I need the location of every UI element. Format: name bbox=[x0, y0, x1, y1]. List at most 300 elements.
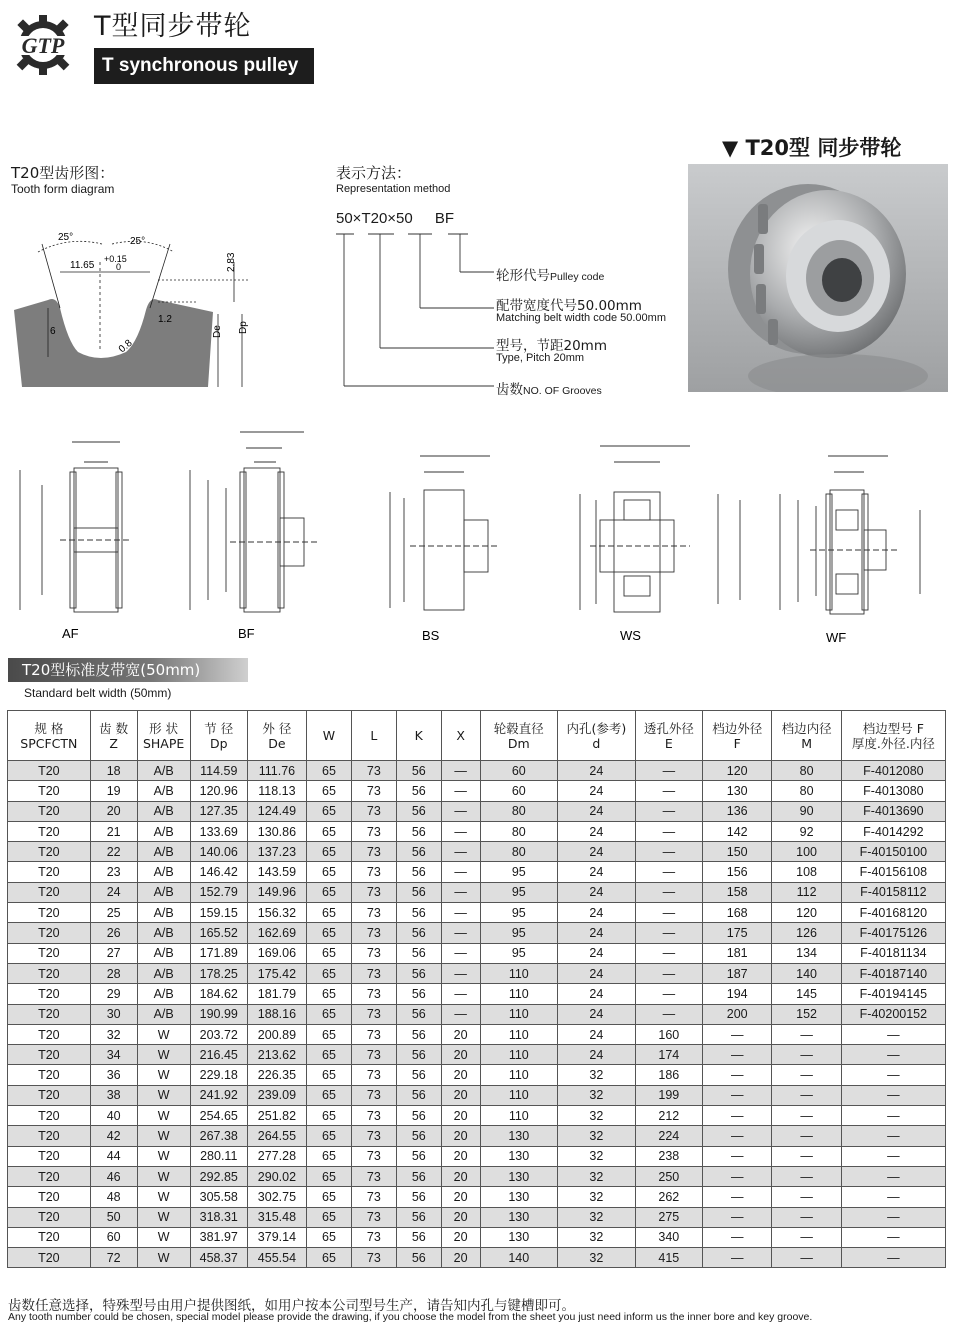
table-cell: 130 bbox=[480, 1227, 558, 1247]
table-cell: — bbox=[703, 1085, 772, 1105]
table-cell: F-4012080 bbox=[841, 761, 945, 781]
table-cell: 42 bbox=[90, 1126, 137, 1146]
table-cell: 73 bbox=[351, 963, 396, 983]
table-row bbox=[8, 943, 946, 963]
table-cell: — bbox=[703, 1187, 772, 1207]
table-cell: 65 bbox=[307, 1106, 352, 1126]
table-cell: 254.65 bbox=[190, 1106, 247, 1126]
shape-bf-label: BF bbox=[238, 626, 255, 641]
dim-dp: Dp bbox=[238, 321, 249, 334]
table-cell: A/B bbox=[137, 903, 190, 923]
table-cell: 140.06 bbox=[190, 842, 247, 862]
table-cell: 305.58 bbox=[190, 1187, 247, 1207]
table-cell: 65 bbox=[307, 842, 352, 862]
table-cell: 24 bbox=[558, 923, 636, 943]
table-row bbox=[8, 1004, 946, 1024]
table-cell: 130 bbox=[480, 1166, 558, 1186]
table-cell: 124.49 bbox=[247, 801, 306, 821]
table-cell: 56 bbox=[396, 923, 441, 943]
column-header: 透孔外径 E bbox=[635, 711, 702, 761]
table-cell: T20 bbox=[8, 943, 91, 963]
table-cell: 110 bbox=[480, 1106, 558, 1126]
table-cell: 212 bbox=[635, 1106, 702, 1126]
table-cell: 56 bbox=[396, 1065, 441, 1085]
table-cell: T20 bbox=[8, 842, 91, 862]
table-cell: 20 bbox=[441, 1106, 480, 1126]
table-cell: 149.96 bbox=[247, 882, 306, 902]
table-cell: 60 bbox=[90, 1227, 137, 1247]
table-cell: — bbox=[772, 1227, 841, 1247]
table-cell: 28 bbox=[90, 963, 137, 983]
table-cell: 275 bbox=[635, 1207, 702, 1227]
table-cell: 32 bbox=[558, 1146, 636, 1166]
table-cell: 24 bbox=[558, 1024, 636, 1044]
table-cell: 340 bbox=[635, 1227, 702, 1247]
table-cell: 108 bbox=[772, 862, 841, 882]
table-cell: 73 bbox=[351, 801, 396, 821]
page-title-cn: T型同步带轮 bbox=[94, 11, 252, 42]
table-cell: 65 bbox=[307, 943, 352, 963]
table-cell: — bbox=[841, 1207, 945, 1227]
table-cell: 56 bbox=[396, 1004, 441, 1024]
table-cell: 56 bbox=[396, 1146, 441, 1166]
table-cell: 56 bbox=[396, 903, 441, 923]
table-cell: A/B bbox=[137, 781, 190, 801]
table-cell: 65 bbox=[307, 1085, 352, 1105]
table-cell: F-40187140 bbox=[841, 963, 945, 983]
table-cell: 56 bbox=[396, 1045, 441, 1065]
table-cell: 56 bbox=[396, 1085, 441, 1105]
table-cell: 156.32 bbox=[247, 903, 306, 923]
table-cell: 73 bbox=[351, 1126, 396, 1146]
table-cell: 24 bbox=[558, 801, 636, 821]
dim-radius-12: 1.2 bbox=[158, 314, 172, 325]
table-cell: 277.28 bbox=[247, 1146, 306, 1166]
table-cell: W bbox=[137, 1166, 190, 1186]
table-row bbox=[8, 1248, 946, 1268]
table-cell: 302.75 bbox=[247, 1187, 306, 1207]
table-cell: 165.52 bbox=[190, 923, 247, 943]
table-cell: W bbox=[137, 1146, 190, 1166]
table-cell: F-40175126 bbox=[841, 923, 945, 943]
table-cell: F-4014292 bbox=[841, 821, 945, 841]
column-header: 档边外径 F bbox=[703, 711, 772, 761]
table-cell: 32 bbox=[90, 1024, 137, 1044]
table-cell: 20 bbox=[90, 801, 137, 821]
table-cell: 137.23 bbox=[247, 842, 306, 862]
table-cell: 34 bbox=[90, 1045, 137, 1065]
table-cell: 95 bbox=[480, 923, 558, 943]
shape-bs-drawing bbox=[390, 456, 500, 610]
table-cell: 142 bbox=[703, 821, 772, 841]
table-cell: 24 bbox=[558, 781, 636, 801]
spec-table bbox=[7, 710, 946, 1268]
table-row bbox=[8, 963, 946, 983]
dim-angle-right: 25° bbox=[130, 236, 146, 247]
table-cell: A/B bbox=[137, 923, 190, 943]
table-cell: 203.72 bbox=[190, 1024, 247, 1044]
table-cell: — bbox=[841, 1248, 945, 1268]
table-cell: A/B bbox=[137, 963, 190, 983]
table-cell: 73 bbox=[351, 1106, 396, 1126]
dim-depth-6: 6 bbox=[50, 326, 56, 337]
table-cell: 181.79 bbox=[247, 984, 306, 1004]
table-cell: T20 bbox=[8, 781, 91, 801]
table-cell: T20 bbox=[8, 1187, 91, 1207]
table-cell: T20 bbox=[8, 882, 91, 902]
table-cell: 56 bbox=[396, 1227, 441, 1247]
table-cell: 110 bbox=[480, 1024, 558, 1044]
column-header: 节 径 Dp bbox=[190, 711, 247, 761]
table-row bbox=[8, 1024, 946, 1044]
pulley-illustration bbox=[688, 164, 948, 392]
table-cell: 379.14 bbox=[247, 1227, 306, 1247]
photo-title: ▼ T20型 同步带轮 bbox=[722, 136, 902, 160]
table-cell: 20 bbox=[441, 1126, 480, 1146]
tooth-form-title: T20型齿形图： bbox=[11, 164, 115, 182]
table-cell: 199 bbox=[635, 1085, 702, 1105]
table-row bbox=[8, 1207, 946, 1227]
table-cell: 290.02 bbox=[247, 1166, 306, 1186]
table-cell: — bbox=[703, 1248, 772, 1268]
table-cell: — bbox=[635, 781, 702, 801]
table-cell: F-4013080 bbox=[841, 781, 945, 801]
table-cell: 95 bbox=[480, 882, 558, 902]
table-cell: 38 bbox=[90, 1085, 137, 1105]
table-cell: 20 bbox=[441, 1085, 480, 1105]
table-cell: 56 bbox=[396, 963, 441, 983]
table-cell: — bbox=[635, 984, 702, 1004]
table-cell: T20 bbox=[8, 801, 91, 821]
table-row bbox=[8, 781, 946, 801]
table-cell: W bbox=[137, 1045, 190, 1065]
table-row bbox=[8, 821, 946, 841]
table-cell: T20 bbox=[8, 923, 91, 943]
table-cell: — bbox=[635, 862, 702, 882]
table-cell: — bbox=[841, 1085, 945, 1105]
gtp-logo bbox=[6, 14, 80, 76]
column-header: 档边内径 M bbox=[772, 711, 841, 761]
table-cell: T20 bbox=[8, 1126, 91, 1146]
table-cell: 60 bbox=[480, 781, 558, 801]
table-cell: 110 bbox=[480, 1085, 558, 1105]
table-cell: — bbox=[441, 1004, 480, 1024]
table-cell: 65 bbox=[307, 821, 352, 841]
table-row bbox=[8, 1227, 946, 1247]
table-cell: 56 bbox=[396, 1106, 441, 1126]
table-cell: — bbox=[441, 801, 480, 821]
column-header: K bbox=[396, 711, 441, 761]
table-cell: — bbox=[635, 882, 702, 902]
table-cell: — bbox=[703, 1166, 772, 1186]
table-cell: — bbox=[635, 842, 702, 862]
table-cell: 280.11 bbox=[190, 1146, 247, 1166]
table-cell: 226.35 bbox=[247, 1065, 306, 1085]
table-cell: T20 bbox=[8, 1227, 91, 1247]
table-cell: 169.06 bbox=[247, 943, 306, 963]
table-cell: — bbox=[841, 1166, 945, 1186]
table-cell: 30 bbox=[90, 1004, 137, 1024]
table-cell: 159.15 bbox=[190, 903, 247, 923]
shape-af-drawing bbox=[20, 442, 130, 612]
table-cell: F-40194145 bbox=[841, 984, 945, 1004]
table-subtitle: Standard belt width (50mm) bbox=[24, 686, 172, 700]
table-cell: 267.38 bbox=[190, 1126, 247, 1146]
table-cell: F-40150100 bbox=[841, 842, 945, 862]
table-cell: — bbox=[772, 1126, 841, 1146]
table-cell: 24 bbox=[558, 963, 636, 983]
table-cell: 92 bbox=[772, 821, 841, 841]
table-cell: 20 bbox=[441, 1024, 480, 1044]
table-cell: 200 bbox=[703, 1004, 772, 1024]
table-cell: 32 bbox=[558, 1085, 636, 1105]
footer-note-en: Any tooth number could be chosen, special model please provide the drawing, if you choose the model from the sheet you just need inform us the inner bore and key groove. bbox=[8, 1311, 813, 1323]
code-main: 50×T20×50 bbox=[336, 210, 413, 227]
table-cell: — bbox=[441, 842, 480, 862]
table-cell: — bbox=[635, 963, 702, 983]
column-header: 档边型号 F 厚度.外径.内径 bbox=[841, 711, 945, 761]
column-header: 齿 数 Z bbox=[90, 711, 137, 761]
table-cell: 181 bbox=[703, 943, 772, 963]
table-cell: 381.97 bbox=[190, 1227, 247, 1247]
table-header-row bbox=[8, 711, 946, 761]
table-cell: 44 bbox=[90, 1146, 137, 1166]
table-cell: 224 bbox=[635, 1126, 702, 1146]
table-cell: — bbox=[635, 923, 702, 943]
table-cell: A/B bbox=[137, 984, 190, 1004]
table-cell: 118.13 bbox=[247, 781, 306, 801]
table-cell: — bbox=[703, 1227, 772, 1247]
column-header: X bbox=[441, 711, 480, 761]
column-header: 规 格 SPCFCTN bbox=[8, 711, 91, 761]
table-cell: 65 bbox=[307, 1126, 352, 1146]
table-cell: 20 bbox=[441, 1248, 480, 1268]
label-grooves: 齿数NO. OF Grooves bbox=[496, 382, 602, 398]
label-belt-width: 配带宽度代号50.00mm bbox=[496, 298, 642, 314]
table-cell: 32 bbox=[558, 1207, 636, 1227]
table-cell: 130 bbox=[480, 1187, 558, 1207]
table-body bbox=[8, 761, 946, 1268]
table-row bbox=[8, 1146, 946, 1166]
table-row bbox=[8, 1106, 946, 1126]
table-cell: — bbox=[841, 1187, 945, 1207]
table-cell: 114.59 bbox=[190, 761, 247, 781]
table-cell: A/B bbox=[137, 1004, 190, 1024]
table-cell: 65 bbox=[307, 1146, 352, 1166]
table-cell: W bbox=[137, 1024, 190, 1044]
table-cell: 65 bbox=[307, 903, 352, 923]
table-row bbox=[8, 1187, 946, 1207]
table-cell: 20 bbox=[441, 1045, 480, 1065]
table-cell: — bbox=[441, 923, 480, 943]
table-cell: 18 bbox=[90, 761, 137, 781]
table-cell: — bbox=[841, 1024, 945, 1044]
table-cell: — bbox=[635, 761, 702, 781]
table-cell: T20 bbox=[8, 761, 91, 781]
page-title-en: T synchronous pulley bbox=[94, 48, 314, 84]
table-cell: 186 bbox=[635, 1065, 702, 1085]
table-cell: 40 bbox=[90, 1106, 137, 1126]
table-cell: W bbox=[137, 1106, 190, 1126]
table-banner: T20型标准皮带宽(50mm) bbox=[8, 658, 248, 682]
table-cell: — bbox=[635, 801, 702, 821]
table-cell: 32 bbox=[558, 1065, 636, 1085]
tooth-form-diagram bbox=[8, 222, 258, 390]
table-cell: — bbox=[772, 1187, 841, 1207]
table-cell: 20 bbox=[441, 1166, 480, 1186]
table-cell: 130 bbox=[480, 1207, 558, 1227]
column-header: 形 状 SHAPE bbox=[137, 711, 190, 761]
table-cell: 24 bbox=[558, 943, 636, 963]
table-cell: 160 bbox=[635, 1024, 702, 1044]
table-cell: A/B bbox=[137, 882, 190, 902]
table-cell: T20 bbox=[8, 1085, 91, 1105]
table-cell: T20 bbox=[8, 862, 91, 882]
table-cell: 60 bbox=[480, 761, 558, 781]
table-cell: 32 bbox=[558, 1126, 636, 1146]
table-cell: — bbox=[772, 1248, 841, 1268]
table-cell: 32 bbox=[558, 1106, 636, 1126]
table-cell: W bbox=[137, 1187, 190, 1207]
table-cell: 24 bbox=[558, 842, 636, 862]
shape-ws-drawing bbox=[580, 446, 740, 612]
dim-depth-283: 2.83 bbox=[226, 252, 237, 272]
table-cell: 73 bbox=[351, 1004, 396, 1024]
table-cell: 56 bbox=[396, 1207, 441, 1227]
table-cell: W bbox=[137, 1065, 190, 1085]
table-cell: 73 bbox=[351, 903, 396, 923]
table-cell: T20 bbox=[8, 984, 91, 1004]
table-cell: 56 bbox=[396, 1248, 441, 1268]
table-cell: 27 bbox=[90, 943, 137, 963]
table-cell: 65 bbox=[307, 1187, 352, 1207]
table-cell: — bbox=[703, 1207, 772, 1227]
table-cell: 145 bbox=[772, 984, 841, 1004]
table-cell: 65 bbox=[307, 1166, 352, 1186]
table-cell: 238 bbox=[635, 1146, 702, 1166]
table-cell: 130 bbox=[480, 1126, 558, 1146]
label-belt-width-en: Matching belt width code 50.00mm bbox=[496, 312, 666, 324]
table-cell: F-40158112 bbox=[841, 882, 945, 902]
table-cell: 65 bbox=[307, 984, 352, 1004]
table-cell: — bbox=[841, 1045, 945, 1065]
table-cell: 239.09 bbox=[247, 1085, 306, 1105]
table-cell: 110 bbox=[480, 1004, 558, 1024]
table-cell: T20 bbox=[8, 1024, 91, 1044]
table-cell: 20 bbox=[441, 1065, 480, 1085]
table-cell: 73 bbox=[351, 761, 396, 781]
table-cell: 65 bbox=[307, 781, 352, 801]
table-cell: 32 bbox=[558, 1248, 636, 1268]
table-cell: 73 bbox=[351, 1187, 396, 1207]
dim-width: 11.65 bbox=[70, 260, 95, 271]
table-cell: — bbox=[441, 984, 480, 1004]
representation-subtitle: Representation method bbox=[336, 183, 451, 195]
table-cell: — bbox=[635, 821, 702, 841]
table-cell: 140 bbox=[772, 963, 841, 983]
table-cell: — bbox=[441, 943, 480, 963]
table-cell: — bbox=[772, 1045, 841, 1065]
table-cell: 120 bbox=[772, 903, 841, 923]
table-cell: 168 bbox=[703, 903, 772, 923]
table-cell: 20 bbox=[441, 1207, 480, 1227]
table-cell: 264.55 bbox=[247, 1126, 306, 1146]
shape-bf-drawing bbox=[190, 432, 320, 612]
tooth-form-subtitle: Tooth form diagram bbox=[11, 182, 115, 196]
table-cell: 111.76 bbox=[247, 761, 306, 781]
table-cell: 23 bbox=[90, 862, 137, 882]
dim-tol-plus: +0.15 bbox=[104, 254, 127, 264]
table-cell: 120.96 bbox=[190, 781, 247, 801]
table-cell: 127.35 bbox=[190, 801, 247, 821]
table-cell: F-40200152 bbox=[841, 1004, 945, 1024]
table-cell: 415 bbox=[635, 1248, 702, 1268]
table-cell: A/B bbox=[137, 801, 190, 821]
table-cell: A/B bbox=[137, 842, 190, 862]
table-cell: 56 bbox=[396, 882, 441, 902]
table-cell: — bbox=[772, 1207, 841, 1227]
table-cell: 24 bbox=[558, 1045, 636, 1065]
table-cell: 50 bbox=[90, 1207, 137, 1227]
table-cell: 73 bbox=[351, 1146, 396, 1166]
table-cell: 21 bbox=[90, 821, 137, 841]
table-cell: 65 bbox=[307, 1004, 352, 1024]
column-header: L bbox=[351, 711, 396, 761]
table-cell: T20 bbox=[8, 1045, 91, 1065]
column-header: 外 径 De bbox=[247, 711, 306, 761]
table-cell: — bbox=[703, 1106, 772, 1126]
dim-tol-zero: 0 bbox=[116, 262, 122, 272]
table-cell: W bbox=[137, 1085, 190, 1105]
table-cell: 65 bbox=[307, 1248, 352, 1268]
table-cell: F-40168120 bbox=[841, 903, 945, 923]
table-cell: 73 bbox=[351, 1248, 396, 1268]
table-cell: 65 bbox=[307, 1207, 352, 1227]
table-cell: 65 bbox=[307, 1024, 352, 1044]
table-cell: 56 bbox=[396, 1024, 441, 1044]
table-cell: 65 bbox=[307, 801, 352, 821]
table-cell: 158 bbox=[703, 882, 772, 902]
table-cell: — bbox=[703, 1126, 772, 1146]
table-cell: 178.25 bbox=[190, 963, 247, 983]
table-cell: F-4013690 bbox=[841, 801, 945, 821]
table-cell: 20 bbox=[441, 1227, 480, 1247]
column-header: 轮毂直径 Dm bbox=[480, 711, 558, 761]
table-cell: 120 bbox=[703, 761, 772, 781]
table-cell: W bbox=[137, 1227, 190, 1247]
table-cell: — bbox=[441, 862, 480, 882]
table-cell: 80 bbox=[772, 761, 841, 781]
table-cell: 187 bbox=[703, 963, 772, 983]
table-cell: 56 bbox=[396, 781, 441, 801]
table-cell: 56 bbox=[396, 1126, 441, 1146]
table-cell: 56 bbox=[396, 801, 441, 821]
table-cell: 24 bbox=[558, 821, 636, 841]
table-cell: — bbox=[635, 903, 702, 923]
table-cell: A/B bbox=[137, 943, 190, 963]
table-cell: 24 bbox=[558, 984, 636, 1004]
table-cell: 73 bbox=[351, 842, 396, 862]
table-cell: 65 bbox=[307, 1065, 352, 1085]
table-cell: — bbox=[841, 1227, 945, 1247]
table-cell: 95 bbox=[480, 862, 558, 882]
table-cell: 110 bbox=[480, 984, 558, 1004]
dim-angle-left: 25° bbox=[58, 232, 74, 243]
table-cell: 250 bbox=[635, 1166, 702, 1186]
table-cell: 65 bbox=[307, 882, 352, 902]
table-cell: — bbox=[703, 1024, 772, 1044]
table-cell: — bbox=[441, 821, 480, 841]
